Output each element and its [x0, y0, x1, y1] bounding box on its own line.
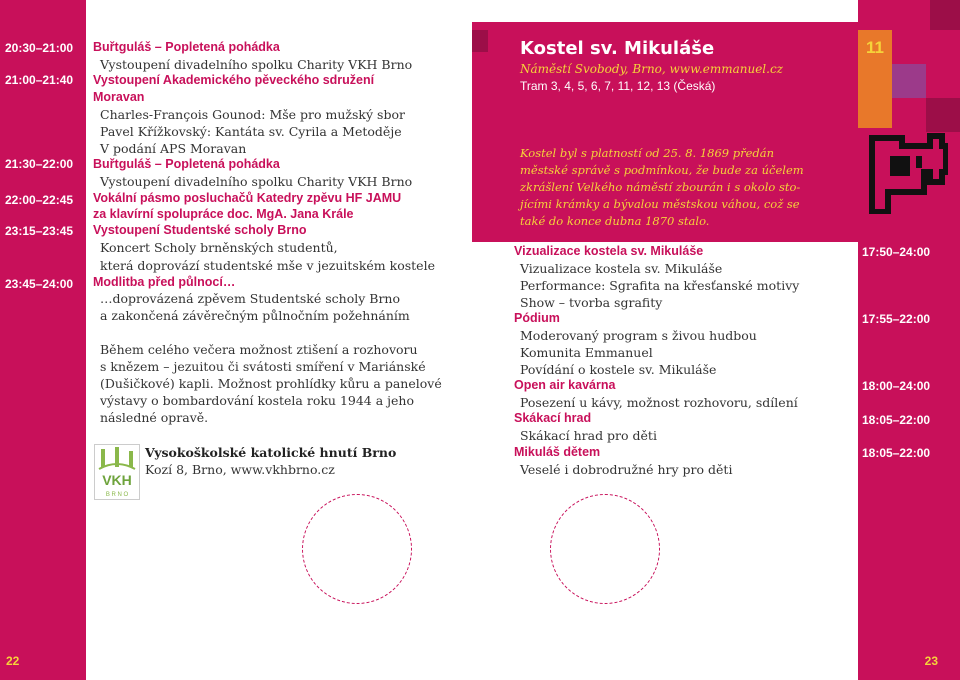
section-line: Skákací hrad pro děti [520, 428, 657, 443]
vkh-logo [94, 444, 140, 500]
time-slot: 22:00–22:45 [5, 193, 74, 207]
section-badge: 11 [866, 38, 884, 57]
program-line: která doprovází studentské mše v jezuitském kostele [100, 258, 435, 273]
time-slot: 17:50–24:00 [862, 245, 931, 259]
section-line: Vizualizace kostela sv. Mikuláše [520, 261, 723, 276]
program-line: Vystoupení divadelního spolku Charity VKH Brno [100, 174, 413, 189]
program-heading: Vystoupení Studentské scholy Brno [93, 223, 307, 237]
info-paragraph: s knězem – jezuitou či svátosti smíření v Mariánské [100, 359, 426, 374]
section-line: Posezení u kávy, možnost rozhovoru, sdílení [520, 395, 798, 410]
time-slot: 18:05–22:00 [862, 446, 931, 460]
section-heading: Skákací hrad [514, 411, 592, 425]
section-heading: Vizualizace kostela sv. Mikuláše [514, 244, 704, 258]
program-heading: Modlitba před půlnocí… [93, 275, 236, 289]
time-slot: 21:00–21:40 [5, 73, 74, 87]
program-heading: Vystoupení Akademického pěveckého sdružení [93, 73, 375, 87]
section-line: Moderovaný program s živou hudbou [520, 328, 757, 343]
info-paragraph: (Dušičkové) kapli. Možnost prohlídky kůru a panelové [100, 376, 442, 391]
org-name: Vysokoškolské katolické hnutí Brno [145, 445, 397, 460]
note-line: jícími krámky a bývalou městskou váhou, což se [520, 197, 800, 211]
section-line: Show – tvorba sgrafity [520, 295, 663, 310]
time-slot: 20:30–21:00 [5, 41, 74, 55]
left-time-band [0, 0, 86, 680]
section-heading: Pódium [514, 311, 560, 325]
program-line: …doprovázená zpěvem Studentské scholy Brno [100, 291, 401, 306]
note-line: také do konce dubna 1870 stalo. [520, 214, 710, 228]
time-slot: 23:45–24:00 [5, 277, 74, 291]
program-line: Vystoupení divadelního spolku Charity VKH Brno [100, 57, 413, 72]
program-heading: za klavírní spolupráce doc. MgA. Jana Krále [93, 207, 354, 221]
org-address: Kozí 8, Brno, www.vkhbrno.cz [145, 462, 335, 477]
section-line: Veselé i dobrodružné hry pro děti [520, 462, 733, 477]
program-heading: Buřtguláš – Popletená pohádka [93, 40, 280, 54]
program-line: Charles-François Gounod: Mše pro mužský sbor [100, 107, 405, 122]
section-heading: Open air kavárna [514, 378, 616, 392]
note-line: Kostel byl s platností od 25. 8. 1869 předán [520, 146, 775, 160]
logo-sub: B R N O [105, 492, 129, 498]
program-line: Koncert Scholy brněnských studentů, [100, 240, 338, 255]
section-heading: Mikuláš dětem [514, 445, 601, 459]
info-paragraph: výstavy o bombardování kostela roku 1944 a jeho [100, 393, 415, 408]
time-slot: 18:00–24:00 [862, 379, 931, 393]
program-heading: Vokální pásmo posluchačů Katedry zpěvu HF JAMU [93, 191, 402, 205]
info-paragraph: následné opravě. [100, 410, 209, 425]
program-line: a zakončená závěrečným půlnočním požehnáním [100, 308, 410, 323]
tram-info: Tram 3, 4, 5, 6, 7, 11, 12, 13 (Česká) [520, 79, 716, 93]
program-line: Pavel Křížkovský: Kantáta sv. Cyrila a Metoděje [100, 124, 402, 139]
page-number: 22 [6, 654, 20, 668]
note-line: zkrášlení Velkého náměstí zbourán i s okolo sto- [520, 180, 801, 194]
logo-text: VKH [102, 472, 132, 488]
time-slot: 21:30–22:00 [5, 157, 74, 171]
section-line: Performance: Sgrafita na křesťanské motivy [520, 278, 800, 293]
program-line: V podání APS Moravan [100, 141, 247, 156]
section-line: Povídání o kostele sv. Mikuláše [520, 362, 717, 377]
info-paragraph: Během celého večera možnost ztišení a rozhovoru [100, 342, 418, 357]
program-heading: Moravan [93, 90, 145, 104]
note-line: městské správě s podmínkou, že bude za účelem [520, 163, 804, 177]
venue-subtitle: Náměstí Svobody, Brno, www.emmanuel.cz [520, 62, 784, 76]
dashed-circle [550, 494, 660, 604]
program-heading: Buřtguláš – Popletená pohádka [93, 157, 280, 171]
page-number: 23 [924, 654, 938, 668]
time-slot: 18:05–22:00 [862, 413, 931, 427]
section-line: Komunita Emmanuel [520, 345, 653, 360]
dashed-circle [302, 494, 412, 604]
church-plan-icon [868, 128, 948, 214]
time-slot: 17:55–22:00 [862, 312, 931, 326]
time-slot: 23:15–23:45 [5, 224, 74, 238]
venue-title: Kostel sv. Mikuláše [520, 38, 715, 59]
